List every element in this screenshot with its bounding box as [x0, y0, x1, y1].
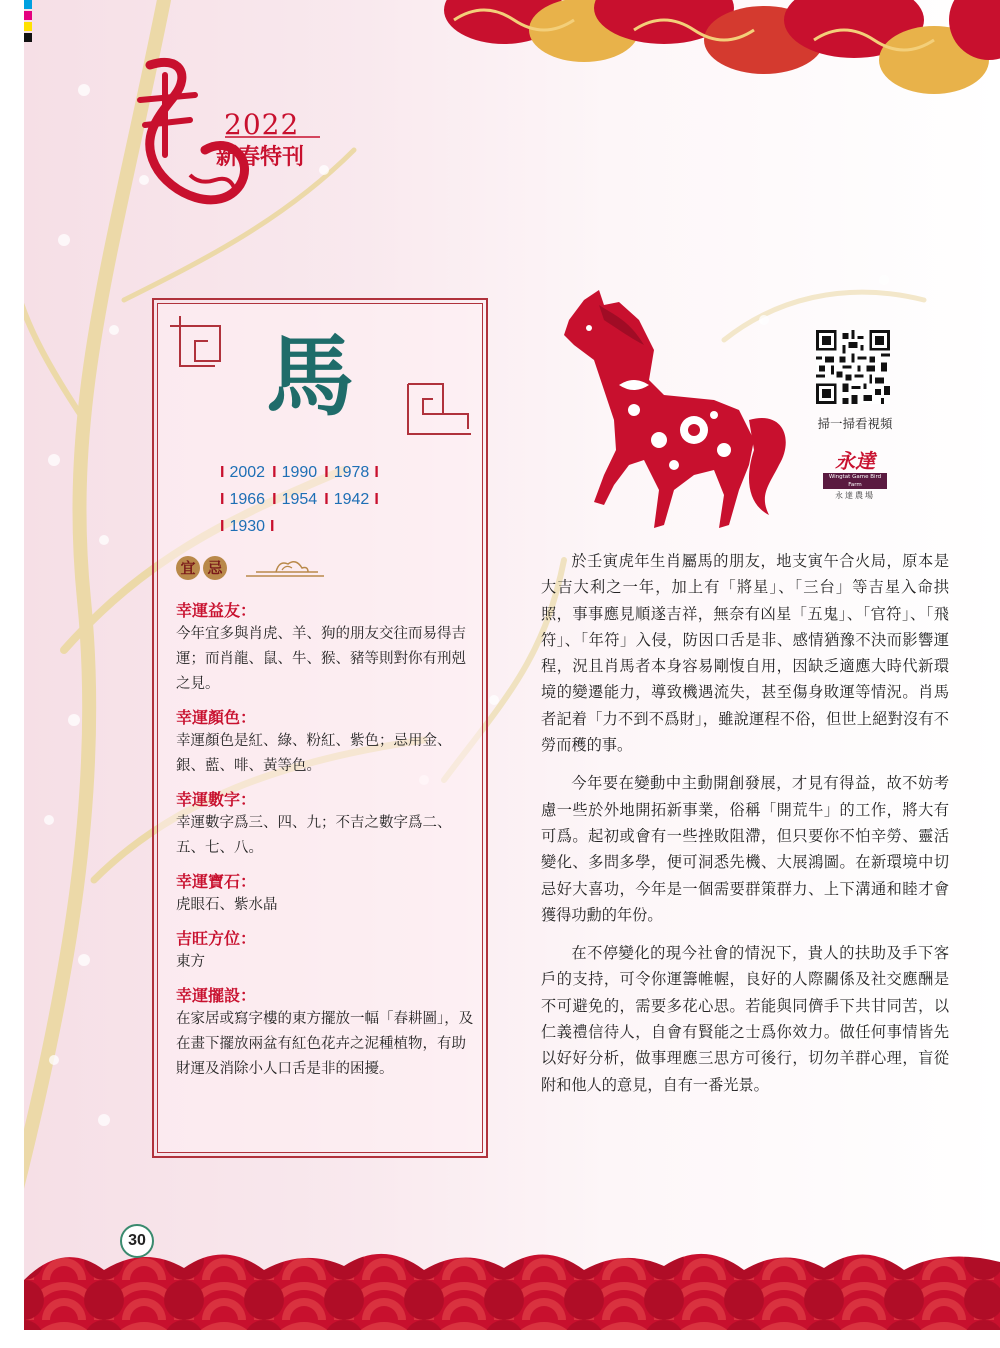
section-heading: 幸運益友：	[176, 601, 257, 620]
brand-subtitle: 永達農場	[835, 491, 875, 500]
page-number: 30	[120, 1224, 154, 1258]
masthead-year: 2022	[224, 108, 300, 141]
ji-badge: 忌	[203, 556, 227, 580]
section-body: 東方	[176, 954, 205, 970]
yi-ji-badges	[176, 556, 230, 586]
section-body: 虎眼石、紫水晶	[176, 897, 278, 913]
year-item: I 2002	[220, 459, 265, 486]
fret-side-ornament	[403, 379, 473, 439]
section-lucky-friends	[176, 600, 476, 697]
article-paragraph: 今年要在變動中主動開創發展，才見有得益，故不妨考慮一些於外地開拓新事業，俗稱「開荒牛」的工作，將大有可爲。起初或會有一些挫敗阻滯，但只要你不怕辛勞、靈活變化、多問多學，便可洞悉先機、大展鴻圖。在新環境中切忌好大喜功，今年是一個需要群策群力、上下溝通和睦才會獲得功勳的年份。	[541, 774, 949, 924]
paper-cut-horse-icon	[544, 290, 794, 540]
qr-caption: 掃一掃看視頻	[817, 416, 893, 431]
qr-code-icon[interactable]	[816, 330, 890, 404]
fortune-sections	[176, 600, 476, 1092]
auspicious-clouds-decoration	[434, 0, 1000, 110]
yi-badge: 宜	[176, 556, 200, 580]
section-body: 今年宜多與肖虎、羊、狗的朋友交往而易得吉運；而肖龍、鼠、牛、猴、豬等則對你有刑剋之見。	[176, 626, 466, 692]
section-lucky-direction	[176, 928, 476, 975]
section-body: 幸運數字爲三、四、九；不吉之數字爲二、五、七、八。	[176, 815, 452, 856]
year-item: I 1942 I	[324, 486, 379, 513]
article-paragraph: 在不停變化的現今社會的情況下，貴人的扶助及手下客戶的支持，可令你運籌帷幄，良好的人際關係及社交應酬是不可避免的，需要多花心思。若能與同儕手下共甘同苦，以仁義禮信待人，自會有賢能之士爲你效力。做任何事情皆先以好好分析，做事理應三思方可後行，切勿羊群心理，盲從附和他人的意見，自有一番光景。	[541, 944, 949, 1094]
section-body: 在家居或寫字樓的東方擺放一幅「春耕圖」，及在畫下擺放兩盆有紅色花卉之泥種植物，有助財運及消除小人口舌是非的困擾。	[176, 1011, 474, 1077]
cloud-ornament-icon	[246, 556, 326, 582]
section-body: 幸運顏色是紅、綠、粉紅、紫色；忌用金、銀、藍、啡、黃等色。	[176, 733, 452, 774]
fret-corner-ornament	[170, 316, 230, 376]
year-item: I 1954	[272, 486, 317, 513]
article-body	[541, 548, 949, 1110]
zodiac-info-panel	[152, 298, 488, 1158]
article-paragraph: 於壬寅虎年生肖屬馬的朋友，地支寅午合火局，原本是大吉大利之一年，加上有「將星」、「三台」等吉星入命拱照，事事應見順遂吉祥，無奈有凶星「五鬼」、「官符」、「飛符」、「年符」入侵，防因口舌是非、感情猶豫不決而影響運程，況且肖馬者本身容易剛愎自用，因缺乏適應大時代新環境的變遷能力，導致機遇流失，甚至傷身敗運等情況。肖馬者記着「力不到不爲財」，雖說運程不俗，但世上絕對沒有不勞而穫的事。	[541, 552, 949, 755]
sponsor-logo	[817, 450, 893, 501]
section-lucky-numbers	[176, 789, 476, 861]
zodiac-years	[220, 459, 460, 540]
section-lucky-colors	[176, 707, 476, 779]
magazine-page	[24, 0, 1000, 1330]
year-item: I 1990	[272, 459, 317, 486]
section-heading: 吉旺方位：	[176, 929, 257, 948]
wave-pattern-footer	[24, 1240, 1000, 1330]
section-heading: 幸運擺設：	[176, 986, 257, 1005]
year-item: I 1978 I	[324, 459, 379, 486]
section-heading: 幸運顏色：	[176, 708, 257, 727]
section-lucky-decor	[176, 985, 476, 1082]
section-lucky-gems	[176, 871, 476, 918]
year-item: I 1966	[220, 486, 265, 513]
brand-name: 永達	[835, 449, 875, 473]
brand-english: Wingtat Game Bird Farm	[823, 473, 887, 489]
zodiac-character: 馬	[266, 324, 355, 428]
section-heading: 幸運寶石：	[176, 872, 257, 891]
year-item: I 1930 I	[220, 513, 275, 540]
section-heading: 幸運數字：	[176, 790, 257, 809]
masthead-subtitle: 新春特刊	[216, 144, 305, 170]
